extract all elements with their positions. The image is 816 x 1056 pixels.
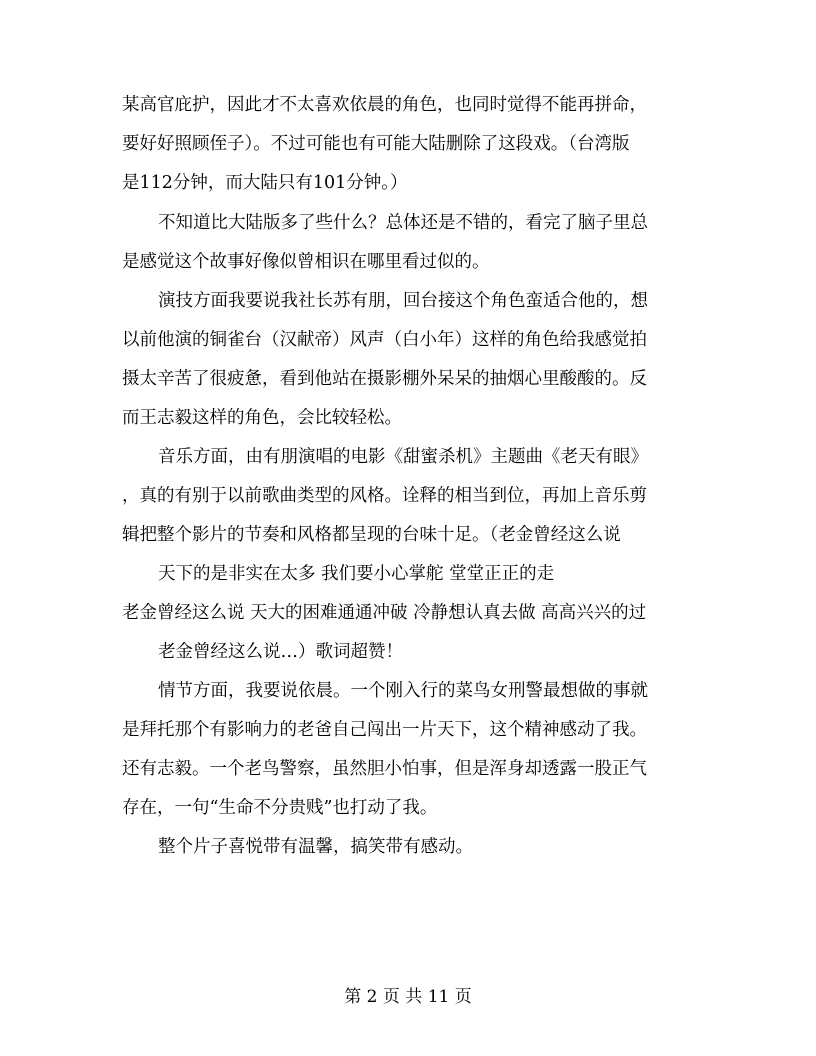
paragraph-line: 演技方面我要说我社长苏有朋，回台接这个角色蛮适合他的，想: [158, 291, 648, 311]
paragraph-line: 音乐方面，由有朋演唱的电影《甜蜜杀机》主题曲《老天有眼》: [158, 447, 648, 467]
paragraph-line: 辑把整个影片的节奏和风格都呈现的台味十足。（老金曾经这么说: [122, 525, 621, 545]
paragraph-line: 而王志毅这样的角色，会比较轻松。: [122, 408, 402, 428]
lyric-line: 老金曾经这么说…）歌词超赞！: [158, 642, 403, 662]
paragraph-line: 某高官庇护，因此才不太喜欢依晨的角色，也同时觉得不能再拼命，: [122, 95, 647, 115]
paragraph-line: 存在，一句“生命不分贵贱”也打动了我。: [122, 798, 438, 818]
paragraph-line: 以前他演的铜雀台（汉献帝）风声（白小年）这样的角色给我感觉拍: [122, 330, 647, 350]
paragraph-line: 是感觉这个故事好像似曾相识在哪里看过似的。: [122, 252, 490, 272]
page-number-footer: 第 2 页 共 11 页: [344, 987, 472, 1007]
paragraph-line: 要好好照顾侄子）。不过可能也有可能大陆删除了这段戏。（台湾版: [122, 134, 630, 154]
paragraph-line: 整个片子喜悦带有温馨，搞笑带有感动。: [158, 837, 473, 857]
lyric-line: 天下的是非实在太多 我们要小心掌舵 堂堂正正的走: [158, 564, 555, 584]
paragraph-line: 摄太辛苦了很疲惫，看到他站在摄影棚外呆呆的抽烟心里酸酸的。反: [122, 369, 647, 389]
paragraph-line: 是拜托那个有影响力的老爸自己闯出一片天下，这个精神感动了我。: [122, 720, 647, 740]
paragraph-line: ，真的有别于以前歌曲类型的风格。诠释的相当到位，再加上音乐剪: [122, 486, 647, 506]
lyric-line: 老金曾经这么说 天大的困难通通冲破 冷静想认真去做 高高兴兴的过: [122, 603, 647, 623]
paragraph-line: 是112分钟，而大陆只有101分钟。）: [122, 173, 408, 193]
paragraph-line: 情节方面，我要说依晨。一个刚入行的菜鸟女刑警最想做的事就: [158, 681, 648, 701]
paragraph-line: 不知道比大陆版多了些什么？总体还是不错的，看完了脑子里总: [158, 213, 648, 233]
paragraph-line: 还有志毅。一个老鸟警察，虽然胆小怕事，但是浑身却透露一股正气: [122, 759, 647, 779]
